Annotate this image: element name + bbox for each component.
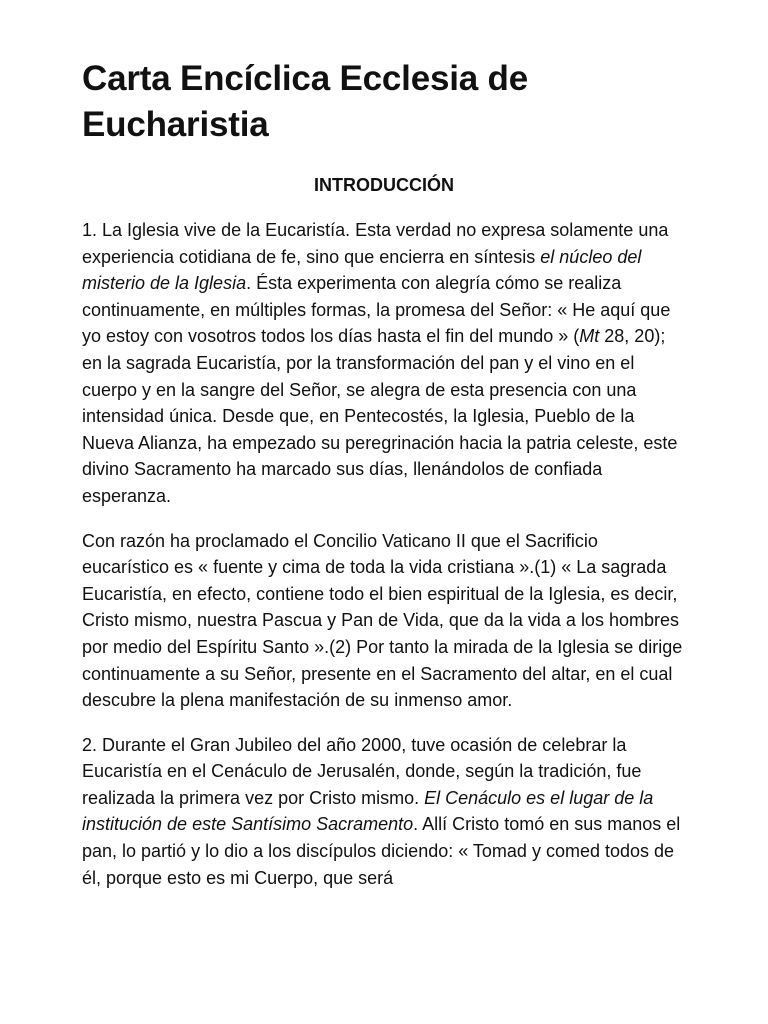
paragraph-3-text-b: . Allí Cristo tomó en sus manos el pan, lo partió y lo dio a los discípulos diciendo: « Tomad y comed todos de él, porque esto es mi Cuerpo, que será [82, 814, 681, 888]
paragraph-1-text-b: . Ésta experimenta con alegría cómo se realiza continuamente, en múltiples formas, la promesa del Señor: « He aquí que yo estoy con vosotros todos los días hasta el fin del mundo » ( [82, 273, 671, 347]
paragraph-2-text: Con razón ha proclamado el Concilio Vaticano II que el Sacrificio eucarístico es « fuente y cima de toda la vida cristiana ».(1) « La sagrada Eucaristía, en efecto, contiene todo el bien espiritual de la Iglesia, es decir, Cristo mismo, nuestra Pascua y Pan de Vida, que da la vida a los hombres por medio del Espíritu Santo ».(2) Por tanto la mirada de la Iglesia se dirige continuamente a su Señor, presente en el Sacramento del altar, en el cual descubre la plena manifestación de su inmenso amor. [82, 530, 683, 711]
paragraph-1-text-a: 1. La Iglesia vive de la Eucaristía. Esta verdad no expresa solamente una experiencia cotidiana de fe, sino que encierra en síntesis [82, 220, 669, 267]
paragraph-3-text-a: 2. Durante el Gran Jubileo del año 2000, tuve ocasión de celebrar la Eucaristía en el Cenáculo de Jerusalén, donde, según la tradición, fue realizada la primera vez por Cristo mismo. [82, 734, 642, 808]
document-title: Carta Encíclica Ecclesia de Eucharistia [82, 59, 528, 144]
paragraph-2 [82, 528, 686, 714]
paragraph-1 [82, 217, 686, 510]
paragraph-1-emphasis-2: Mt [579, 326, 600, 347]
section-heading: INTRODUCCIÓN [314, 175, 454, 195]
paragraph-1-text-c: 28, 20); en la sagrada Eucaristía, por la transformación del pan y el vino en el cuerpo y en la sangre del Señor, se alegra de esta presencia con una intensidad única. Desde que, en Pentecostés, la Iglesia, Pueblo de la Nueva Alianza, ha empezado su peregrinación hacia la patria celeste, este divino Sacramento ha marcado sus días, llenándolos de confiada esperanza. [82, 326, 678, 506]
paragraph-3 [82, 732, 686, 892]
paragraph-3-emphasis-1: El Cenáculo es el lugar de la institución de este Santísimo Sacramento [82, 787, 654, 835]
paragraph-1-emphasis-1: el núcleo del misterio de la Iglesia [82, 246, 642, 294]
